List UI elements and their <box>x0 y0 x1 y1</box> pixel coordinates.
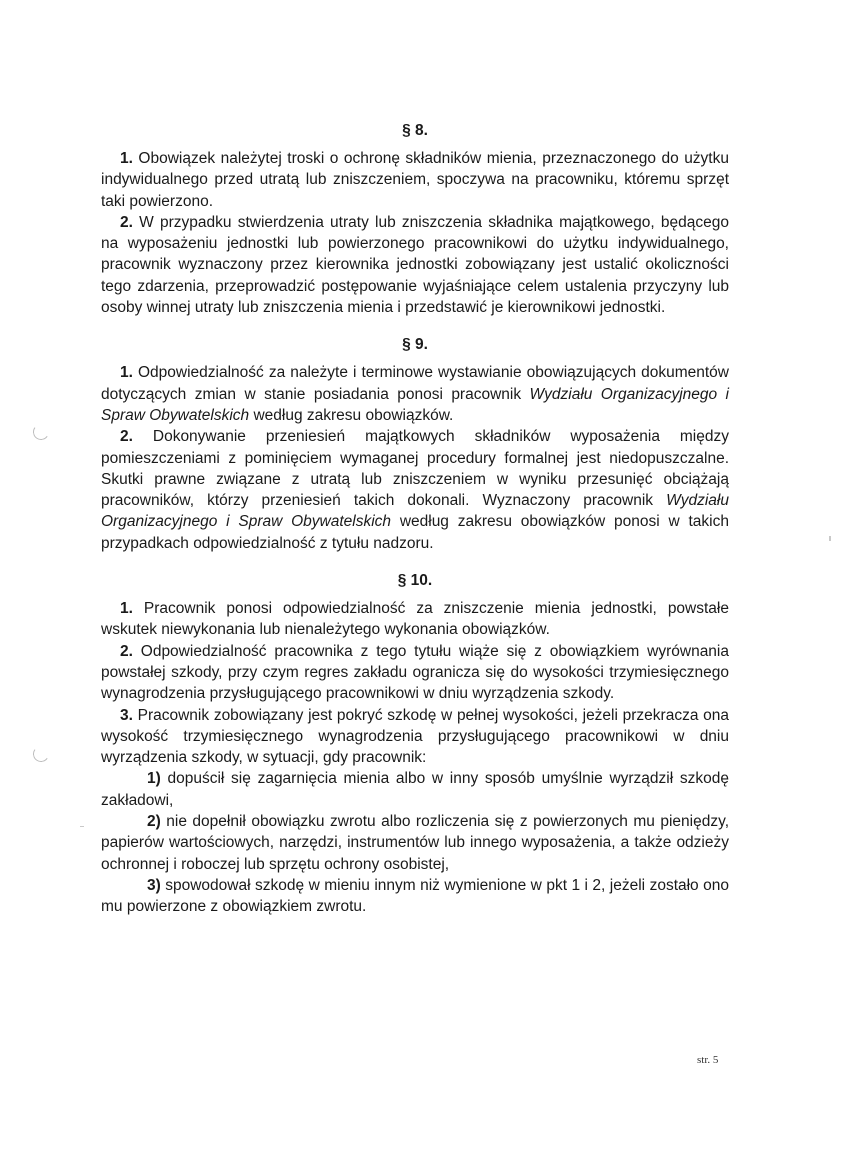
department-name: Wydziału Organizacyjnego i Spraw Obywatelskich <box>101 385 729 424</box>
list-item <box>101 875 729 918</box>
list-item-number: 1) <box>147 770 161 788</box>
list-item-number: 3) <box>147 876 161 894</box>
paragraph-text: według zakresu obowiązków ponosi w takich przypadkach odpowiedzialność z tytułu nadzoru. <box>101 513 729 552</box>
paragraph-text: Odpowiedzialność pracownika z tego tytułu wiąże się z obowiązkiem wyrównania powstałej szkody, przy czym regres zakładu ogranicza się do wysokości trzymiesięcznego wynagrodzenia przysługującego pracownikowi w dniu wyrządzenia szkody. <box>101 642 729 703</box>
list-item-number: 2) <box>147 813 161 831</box>
paragraph-number: 2. <box>120 428 133 446</box>
scan-speck <box>80 826 84 827</box>
paragraph <box>101 426 729 554</box>
page-number: str. 5 <box>697 1054 719 1066</box>
paragraph <box>101 212 729 318</box>
paragraph <box>101 362 729 426</box>
punch-hole-mark <box>32 745 51 764</box>
paragraph-number: 3. <box>120 706 133 724</box>
paragraph-text: według zakresu obowiązków. <box>249 406 454 424</box>
paragraph-number: 1. <box>120 150 133 167</box>
section-title: § 9. <box>402 336 428 354</box>
scan-speck <box>829 536 831 541</box>
paragraph-number: 1. <box>120 600 133 618</box>
paragraph-text: Dokonywanie przeniesień majątkowych składników wyposażenia między pomieszczeniami z pominięciem wymaganej procedury formalnej jest niedopuszczalne. Skutki prawne związane z utratą lub zniszczeniem w wyniku przesunięć obciążają pracowników, którzy przeniesień takich dokonali. Wyznaczony pracownik <box>101 428 729 510</box>
title-spacer <box>101 141 729 148</box>
paragraph-number: 2. <box>120 642 133 660</box>
section-spacer <box>101 318 729 334</box>
section-title: § 8. <box>402 122 428 139</box>
paragraph-text: Pracownik zobowiązany jest pokryć szkodę w pełnej wysokości, jeżeli przekracza ona wysokość trzymiesięcznego wynagrodzenia przysługującego pracownikowi w dniu wyrządzenia szkody, w sytuacji, gdy pracownik: <box>101 706 729 767</box>
paragraph-text: W przypadku stwierdzenia utraty lub zniszczenia składnika majątkowego, będącego na wyposażeniu jednostki lub powierzonego pracownikowi do użytku indywidualnego, pracownik wyznaczony przez kierownika jednostki zobowiązany jest ustalić okoliczności tego zdarzenia, przeprowadzić postępowanie wyjaśniające celem ustalenia przyczyny lub osoby winnej utraty lub zniszczenia mienia i przedstawić je kierownikowi jednostki. <box>101 213 729 317</box>
paragraph <box>101 148 729 212</box>
paragraph-number: 1. <box>120 364 133 382</box>
section-spacer <box>101 554 729 570</box>
department-name: Wydziału Organizacyjnego i Spraw Obywatelskich <box>101 492 729 531</box>
paragraph-text: Odpowiedzialność za należyte i terminowe wystawianie obowiązujących dokumentów dotyczących zmian w stanie posiadania ponosi pracownik <box>101 364 729 403</box>
list-item-text: spowodował szkodę w mieniu innym niż wymienione w pkt 1 i 2, jeżeli zostało ono mu powierzone z obowiązkiem zwrotu. <box>101 876 729 916</box>
list-item-text: dopuścił się zagarnięcia mienia albo w inny sposób umyślnie wyrządził szkodę zakładowi, <box>101 770 729 809</box>
title-spacer <box>101 591 729 598</box>
paragraph-text: Obowiązek należytej troski o ochronę składników mienia, przeznaczonego do użytku indywidualnego przed utratą lub zniszczeniem, spoczywa na pracowniku, któremu sprzęt taki powierzono. <box>101 150 729 210</box>
title-spacer <box>101 355 729 362</box>
list-item <box>101 811 729 875</box>
section-title: § 10. <box>397 572 433 590</box>
paragraph <box>101 705 729 769</box>
list-item-text: nie dopełnił obowiązku zwrotu albo rozliczenia się z powierzonych mu pieniędzy, papierów wartościowych, narzędzi, instrumentów lub innego wyposażenia, a także odzieży ochronnej i roboczej lub sprzętu ochrony osobistej, <box>101 813 729 873</box>
paragraph <box>101 641 729 705</box>
list-item <box>101 768 729 811</box>
paragraph-number: 2. <box>120 213 133 231</box>
paragraph <box>101 598 729 641</box>
punch-hole-mark <box>32 423 51 442</box>
paragraph-text: Pracownik ponosi odpowiedzialność za zniszczenie mienia jednostki, powstałe wskutek niewykonania lub nienależytego wykonania obowiązków. <box>101 600 729 639</box>
document-body <box>101 120 729 918</box>
